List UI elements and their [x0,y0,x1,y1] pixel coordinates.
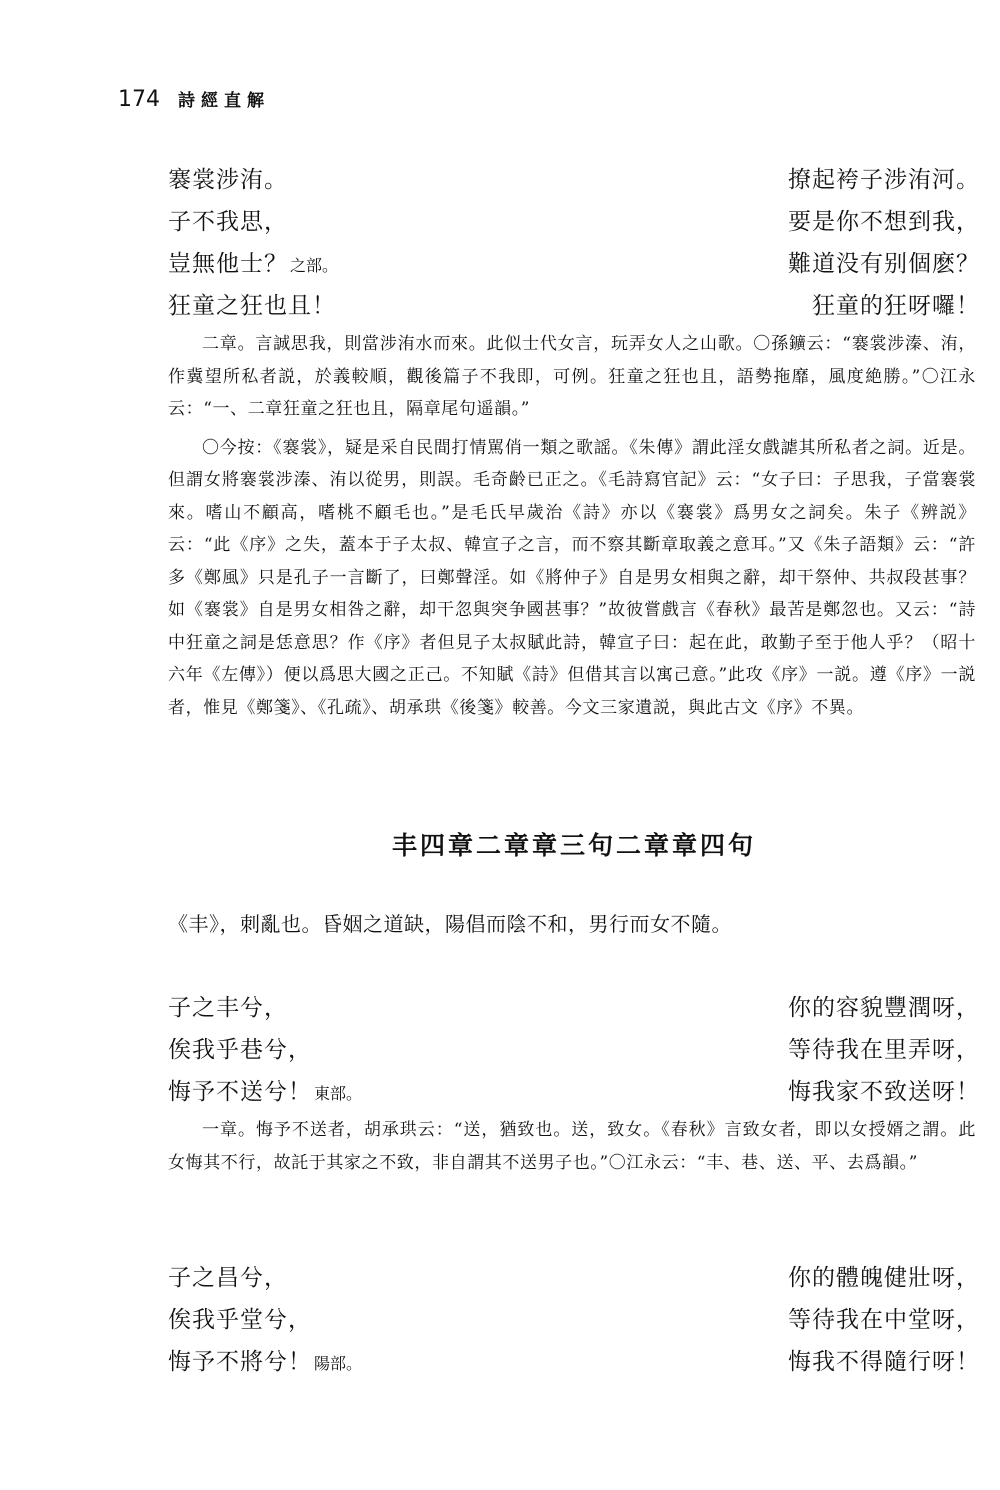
verse-line [168,202,980,244]
verse-translation: 等待我在中堂呀， [788,1307,980,1333]
rhyme-note: 東部。 [314,1084,363,1103]
commentary-paragraph: 一章。悔予不送者，胡承珙云：“送，猶致也。送，致女。《春秋》言致女者，即以女授婿之謂。此女悔其不行，故託于其家之不致，非自謂其不送男子也。”〇江永云：“丰、巷、送、平、去爲韻。” [168,1120,976,1173]
verse-translation: 撩起袴子涉洧河。 [788,167,980,193]
verse-original: 俟我乎巷兮， [168,1037,312,1063]
poem-preface: 《丰》，刺亂也。昏姻之道缺，陽倡而陰不和，男行而女不隨。 [168,912,732,936]
stanza-feng-2 [168,1258,980,1384]
page-number: 174 [118,87,160,112]
verse-original: 子之昌兮， [168,1265,288,1291]
poem-title: 丰四章二章章三句二章章四句 [391,831,756,860]
verse-line [168,1300,980,1342]
verse-original: 俟我乎堂兮， [168,1307,312,1333]
commentary-paragraph: 〇今按：《褰裳》，疑是采自民間打情駡俏一類之歌謡。《朱傳》謂此淫女戲謔其所私者之詞。近是。但謂女將褰裳涉溱、洧以從男，則誤。毛奇齡已正之。《毛詩寫官記》云：“女子曰：子思我，子當褰裳來。嗜山不顧高，嗜桃不顧毛也。”是毛氏早歲治《詩》亦以《褰裳》爲男女之詞矣。朱子《辨説》云：“此《序》之失，蓋本于子太叔、韓宣子之言，而不察其斷章取義之意耳。”又《朱子語類》云：“許多《鄭風》只是孔子一言斷了，曰鄭聲淫。如《將仲子》自是男女相與之辭，却干祭仲、共叔段甚事？如《褰裳》自是男女相咎之辭，却干忽與突争國甚事？”故彼嘗戲言《春秋》最苦是鄭忽也。又云：“詩中狂童之詞是恁意思？作《序》者但見子太叔賦此詩，韓宣子曰：起在此，敢勤子至于他人乎？（昭十六年《左傳》）便以爲思大國之正己。不知賦《詩》但借其言以寓己意。”此攻《序》一説。遵《序》一説者，惟見《鄭箋》、《孔疏》、胡承珙《後箋》較善。今文三家遺説，與此古文《序》不異。 [168,437,976,718]
verse-line [168,1072,980,1114]
verse-translation: 悔我家不致送呀！ [788,1079,980,1105]
verse-original: 狂童之狂也且！ [168,293,336,319]
commentary-block [168,328,976,724]
rhyme-note: 陽部。 [314,1354,363,1373]
verse-translation: 悔我不得隨行呀！ [788,1349,980,1375]
verse-translation: 等待我在里弄呀， [788,1037,980,1063]
running-header [118,86,270,116]
verse-original: 悔予不送兮！ 東部。 [168,1079,363,1105]
commentary-paragraph: 二章。言誠思我，則當涉洧水而來。此似士代女言，玩弄女人之山歌。〇孫鑛云：“褰裳涉溱、洧，作冀望所私者説，於義較順，觀後篇子不我即，可例。狂童之狂也且，語勢拖靡，風度絶勝。”〇江永云：“一、二章狂童之狂也且，隔章尾句遥韻。” [168,334,976,419]
verse-translation: 你的容貌豐潤呀， [788,995,980,1021]
rhyme-note: 之部。 [290,256,339,275]
verse-line [168,244,980,286]
verse-line [168,160,980,202]
verse-translation: 要是你不想到我， [788,209,980,235]
verse-translation: 難道没有别個麽？ [788,251,980,277]
commentary-block [168,1114,976,1179]
stanza-feng-1 [168,988,980,1114]
verse-line [168,1342,980,1384]
stanza-qianshang-2 [168,160,980,328]
verse-translation: 你的體魄健壯呀， [788,1265,980,1291]
verse-original: 豈無他士？ 之部。 [168,251,339,277]
verse-line [168,1030,980,1072]
verse-line [168,286,980,328]
verse-line [168,1258,980,1300]
verse-translation: 狂童的狂呀囉！ [812,293,980,319]
book-title: 詩經直解 [178,91,270,111]
verse-original: 褰裳涉洧。 [168,167,288,193]
verse-original: 悔予不將兮！ 陽部。 [168,1349,363,1375]
verse-line [168,988,980,1030]
verse-original: 子不我思， [168,209,288,235]
verse-original: 子之丰兮， [168,995,288,1021]
